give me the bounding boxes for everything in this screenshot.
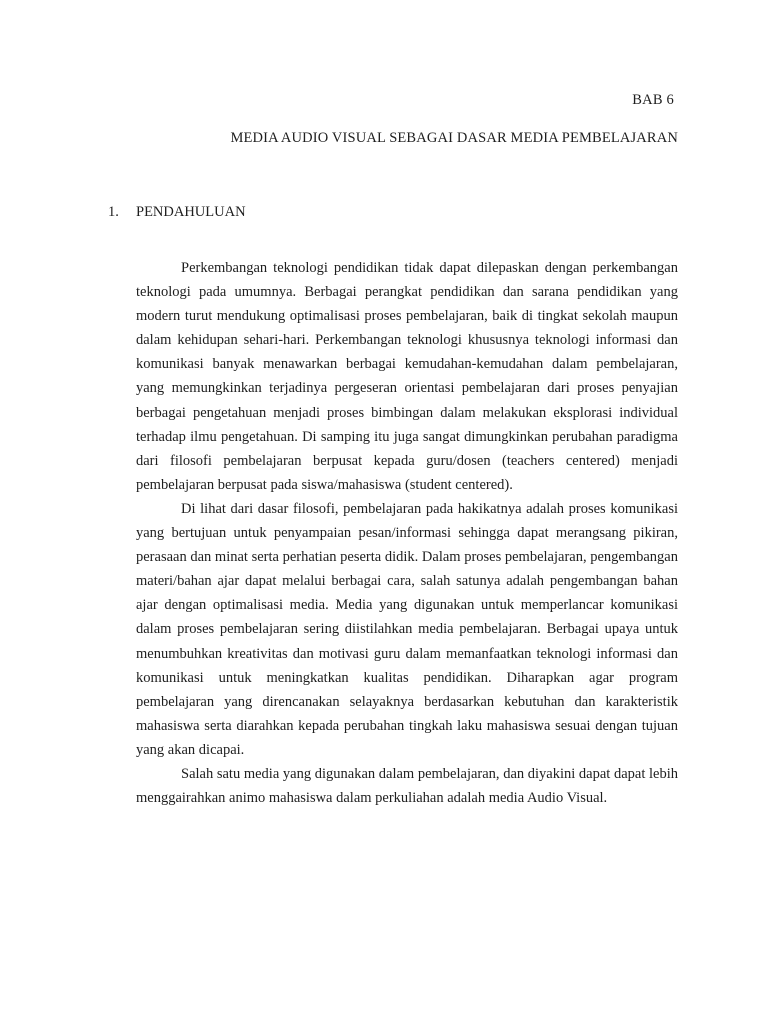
paragraph: Di lihat dari dasar filosofi, pembelajaran pada hakikatnya adalah proses komunikasi yang bertujuan untuk penyampaian pesan/informasi sehingga dapat merangsang pikiran, perasaan dan minat serta perhatian peserta didik. Dalam proses pembelajaran, pengembangan materi/bahan ajar dapat melalui berbagai cara, salah satunya adalah pengembangan bahan ajar dengan optimalisasi media. Media yang digunakan untuk memperlancar komunikasi dalam proses pembelajaran sering diistilahkan media pembelajaran. Berbagai upaya untuk menumbuhkan kreativitas dan motivasi guru dalam memanfaatkan teknologi informasi dan komunikasi untuk meningkatkan kualitas pendidikan. Diharapkan agar program pembelajaran yang direncanakan selayaknya berdasarkan kebutuhan dan karakteristik mahasiswa serta diarahkan kepada perubahan tingkah laku mahasiswa sesuai dengan tujuan yang akan dicapai. (136, 500, 678, 758)
chapter-title: MEDIA AUDIO VISUAL SEBAGAI DASAR MEDIA PEMBELAJARAN (230, 130, 678, 146)
paragraph: Perkembangan teknologi pendidikan tidak dapat dilepaskan dengan perkembangan teknologi pada umumnya. Berbagai perangkat pendidikan dan sarana pendidikan yang modern turut mendukung optimalisasi proses pembelajaran, baik di tingkat sekolah maupun dalam kehidupan sehari-hari. Perkembangan teknologi khususnya teknologi informasi dan komunikasi banyak menawarkan berbagai kemudahan-kemudahan dalam pembelajaran, yang memungkinkan terjadinya pergeseran orientasi pembelajaran dari proses penyajian berbagai pengetahuan menjadi proses bimbingan dalam melakukan eksplorasi individual terhadap ilmu pengetahuan. Di samping itu juga sangat dimungkinkan perubahan paradigma dari filosofi pembelajaran berpusat kepada guru/dosen (teachers centered) menjadi pembelajaran berpusat pada siswa/mahasiswa (student centered). (136, 260, 678, 493)
section-heading (108, 204, 246, 221)
section-number: 1. (108, 204, 119, 220)
chapter-number: BAB 6 (632, 92, 674, 108)
paragraph: Salah satu media yang digunakan dalam pembelajaran, dan diyakini dapat dapat lebih menggairahkan animo mahasiswa dalam perkuliahan adalah media Audio Visual. (136, 765, 678, 807)
section-title: PENDAHULUAN (136, 204, 246, 220)
body-text (136, 256, 678, 810)
